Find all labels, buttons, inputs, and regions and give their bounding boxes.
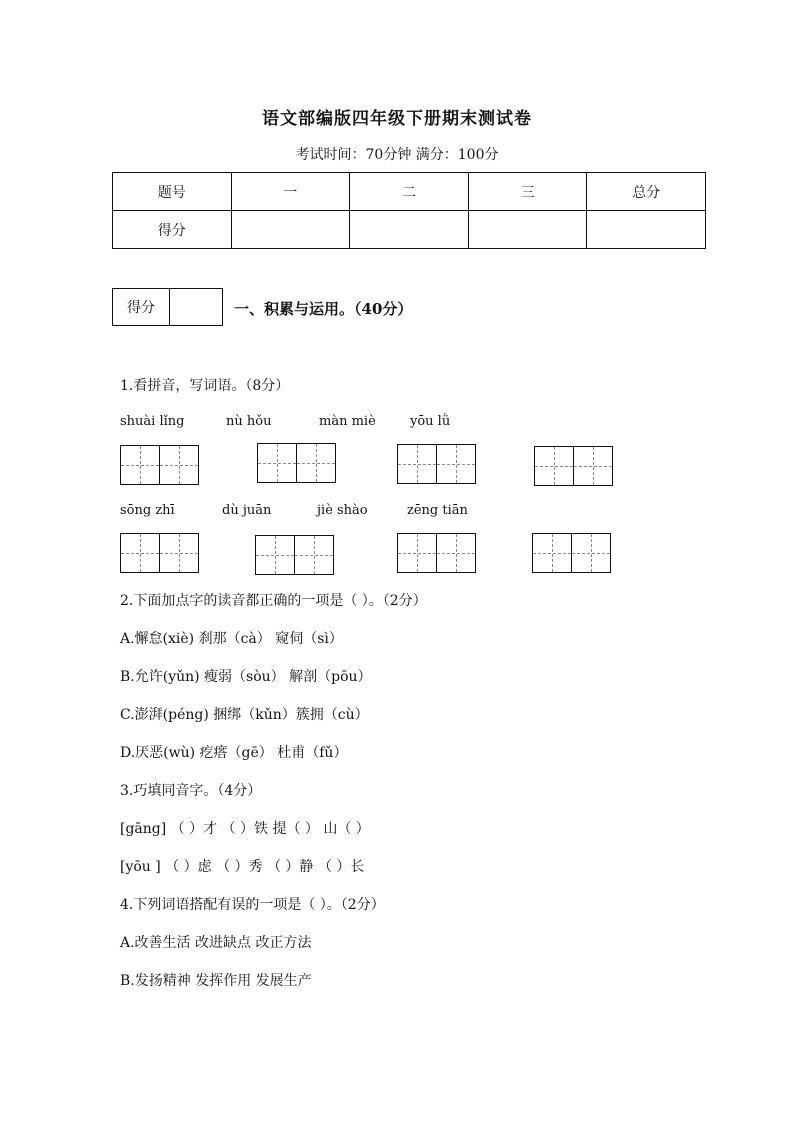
pinyin-label: màn miè [319,414,376,429]
pinyin-label: yōu lǜ [410,414,451,429]
pinyin-label: nù hǒu [226,414,272,429]
pinyin-label: sōng zhī [120,503,175,518]
pinyin-label: jiè shào [317,503,368,518]
writing-grid[interactable] [120,445,198,485]
section-score-box [112,288,223,326]
table-header-cell: 题号 [113,173,232,211]
pinyin-label: dù juān [222,503,272,518]
page-title: 语文部编版四年级下册期末测试卷 [262,109,532,129]
writing-grid[interactable] [120,533,198,573]
question-3-prompt: 3.巧填同音字。（4分） [120,783,262,799]
score-cell [587,211,706,249]
writing-grid[interactable] [397,533,475,573]
homophone-row: [yōu ] （ ）虑 （ ）秀 （ ）静 （ ）长 [120,859,365,875]
pinyin-label: zēng tiān [407,503,468,518]
writing-grid[interactable] [397,444,475,484]
option-line: C.澎湃(péng) 捆绑（kǔn）簇拥（cù） [120,707,369,723]
option-line: D.厌恶(wù) 疙瘩（gē） 杜甫（fǔ） [120,745,348,761]
question-1-prompt: 1.看拼音，写词语。（8分） [120,378,290,394]
homophone-row: [gāng] （ ）才 （ ）铁 提（ ） 山（ ） [120,821,370,837]
table-header-cell: 总分 [587,173,706,211]
exam-info: 考试时间：70分钟 满分：100分 [295,147,499,163]
table-score-row [113,211,706,249]
question-4-prompt: 4.下列词语搭配有误的一项是（ ）。（2分） [120,897,385,913]
section-title: 一、积累与运用。（40分） [234,300,413,318]
table-header-cell: 一 [231,173,350,211]
writing-grid[interactable] [257,443,335,483]
table-row-label: 得分 [113,211,232,249]
score-cell [350,211,469,249]
option-line: B.允许(yǔn) 瘦弱（sòu） 解剖（pōu） [120,669,372,685]
option-line: B.发扬精神 发挥作用 发展生产 [120,973,312,989]
score-table [112,172,706,249]
option-line: A.懈怠(xiè) 刹那（cà） 窥伺（sì） [120,631,343,647]
option-line: A.改善生活 改进缺点 改正方法 [120,935,312,951]
score-cell [468,211,587,249]
score-cell [231,211,350,249]
question-2-prompt: 2.下面加点字的读音都正确的一项是（ ）。（2分） [120,593,427,609]
pinyin-label: shuài lǐng [120,414,185,429]
table-header-cell: 二 [350,173,469,211]
section-score-label: 得分 [113,289,170,325]
writing-grid[interactable] [255,535,333,575]
table-header-row [113,173,706,211]
table-header-cell: 三 [468,173,587,211]
writing-grid[interactable] [534,446,612,486]
writing-grid[interactable] [532,533,610,573]
